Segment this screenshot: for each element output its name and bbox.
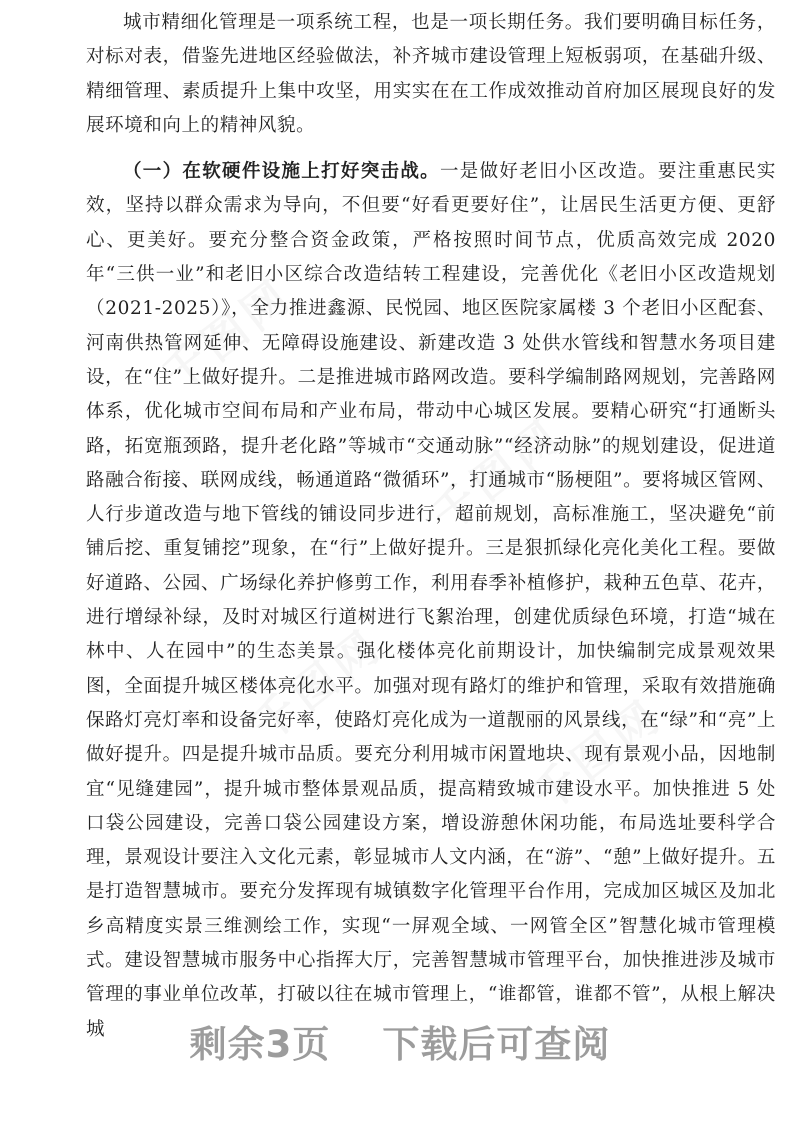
watermark: 千图网 (522, 689, 673, 822)
paragraph-section-one (86, 155, 776, 1047)
paragraph-intro: 城市精细化管理是一项系统工程，也是一项长期任务。我们要明确目标任务，对标对表，借鉴先进地区经验做法，补齐城市建设管理上短板弱项，在基础升级、精细管理、素质提升上集中攻坚，用实实在在工作成效推动首府加区展现良好的发展环境和向上的精神风貌。 (86, 12, 776, 136)
watermark: 千图网 (152, 269, 303, 402)
document-body (86, 6, 776, 1047)
download-hint-label: 下载后可查阅 (382, 1023, 611, 1066)
watermark: 千图网 (242, 619, 393, 752)
section-body: 一是做好老旧小区改造。要注重惠民实效，坚持以群众需求为导向，不但要“好看更要好住”，让居民生活更方便、更舒心、更美好。要充分整合资金政策，严格按照时间节点，优质高效完成 2020 年“三供一业”和老旧小区综合改造结转工程建设，完善优化《老旧小区改造规划（2021-2025）》，全力推进鑫源、民悦园、地区医院家属楼 3 个老旧小区配套、河南供热管网延伸、无障碍设施建设、新建改造 3 处供水管线和智慧水务项目建设，在“住”上做好提升。二是推进城市路网改造。要科学编制路网规划，完善路网体系，优化城市空间布局和产业布局，带动中心城区发展。要精心研究“打通断头路，拓宽瓶颈路，提升老化路”等城市“交通动脉”“经济动脉”的规划建设，促进道路融合衔接、联网成线，畅通道路“微循环”，打通城市“肠梗阻”。要将城区管网、人行步道改造与地下管线的铺设同步进行，超前规划，高标准施工，坚决避免“前铺后挖、重复铺挖”现象，在“行”上做好提升。三是狠抓绿化亮化美化工程。要做好道路、公园、广场绿化养护修剪工作，利用春季补植修护，栽种五色草、花卉，进行增绿补绿，及时对城区行道树进行飞絮治理，创建优质绿色环境，打造“城在林中、人在园中”的生态美景。强化楼体亮化前期设计，加快编制完成景观效果图，全面提升城区楼体亮化水平。加强对现有路灯的维护和管理，采取有效措施确保路灯亮灯率和设备完好率，使路灯亮化成为一道靓丽的风景线，在“绿”和“亮”上做好提升。四是提升城市品质。要充分利用城市闲置地块、现有景观小品，因地制宜“见缝建园”，提升城市整体景观品质，提高精致城市建设水平。加快推进 5 处口袋公园建设，完善口袋公园建设方案，增设游憩休闲功能，布局选址要科学合理，景观设计要注入文化元素，彰显城市人文内涵，在“游”、“憩”上做好提升。五是打造智慧城市。要充分发挥现有城镇数字化管理平台作用，完成加区城区及加北乡高精度实景三维测绘工作，实现“一屏观全域、一网管全区”智慧化城市管理模式。建设智慧城市服务中心指挥大厅，完善智慧城市管理平台，加快推进涉及城市管理的事业单位改革，打破以往在城市管理上，“谁都管，谁都不管”，从根上解决城 (86, 161, 776, 1040)
section-heading: （一）在软硬件设施上打好突击战。 (123, 161, 440, 183)
watermark: 千图网 (422, 409, 573, 542)
download-prompt[interactable] (0, 1014, 800, 1068)
remaining-pages-label: 剩余3页 (189, 1023, 331, 1066)
